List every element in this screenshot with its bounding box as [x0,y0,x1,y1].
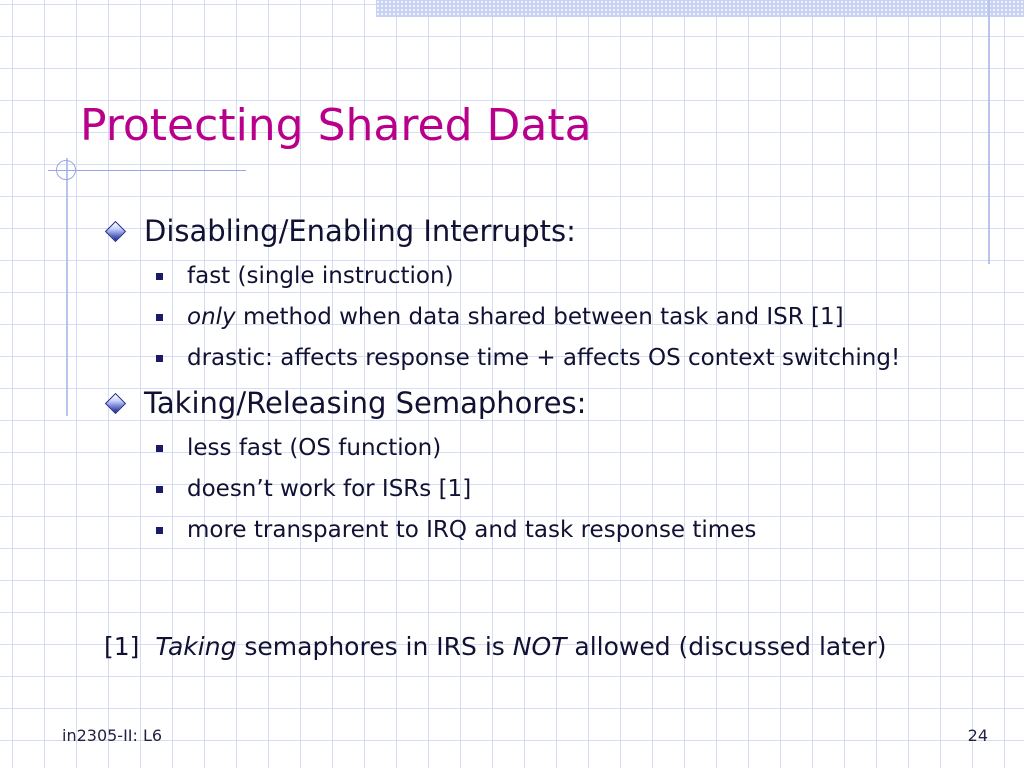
left-decorative-line [66,158,68,416]
sub-bullet-text: fast (single instruction) [187,263,454,289]
footnote-text: allowed (discussed later) [566,632,887,661]
title-underline [48,170,246,171]
diamond-bullet-icon [105,393,126,414]
slide-title: Protecting Shared Data [80,100,592,151]
sub-bullet-text: drastic: affects response time + affects OS context switching! [187,345,901,371]
footnote-emphasis-taking: Taking [155,632,237,661]
footnote-emphasis-not: NOT [512,632,567,661]
bullet-heading: Taking/Releasing Semaphores: [144,386,587,420]
sub-bullet-rest: method when data shared between task and ISR [1] [235,304,844,330]
footnote-marker: [1] [104,632,140,661]
crosshair-ornament [56,160,76,180]
square-bullet-icon [156,314,163,321]
top-decorative-band [376,0,1024,17]
emphasis-only: only [187,304,236,330]
sub-bullet-text: more transparent to IRQ and task response times [187,517,757,543]
square-bullet-icon [156,486,163,493]
square-bullet-icon [156,445,163,452]
footnote [104,632,886,661]
sub-bullet-text: less fast (OS function) [187,435,442,461]
footer-course-label: in2305-II: L6 [62,726,163,745]
diamond-bullet-icon [105,221,126,242]
sub-bullet-text [187,304,844,330]
square-bullet-icon [156,527,163,534]
footnote-text: semaphores in IRS is [236,632,513,661]
bullet-heading: Disabling/Enabling Interrupts: [144,214,576,248]
right-decorative-line [988,0,990,264]
page-number: 24 [967,726,988,745]
square-bullet-icon [156,273,163,280]
sub-bullet-text: doesn’t work for ISRs [1] [187,476,472,502]
square-bullet-icon [156,355,163,362]
